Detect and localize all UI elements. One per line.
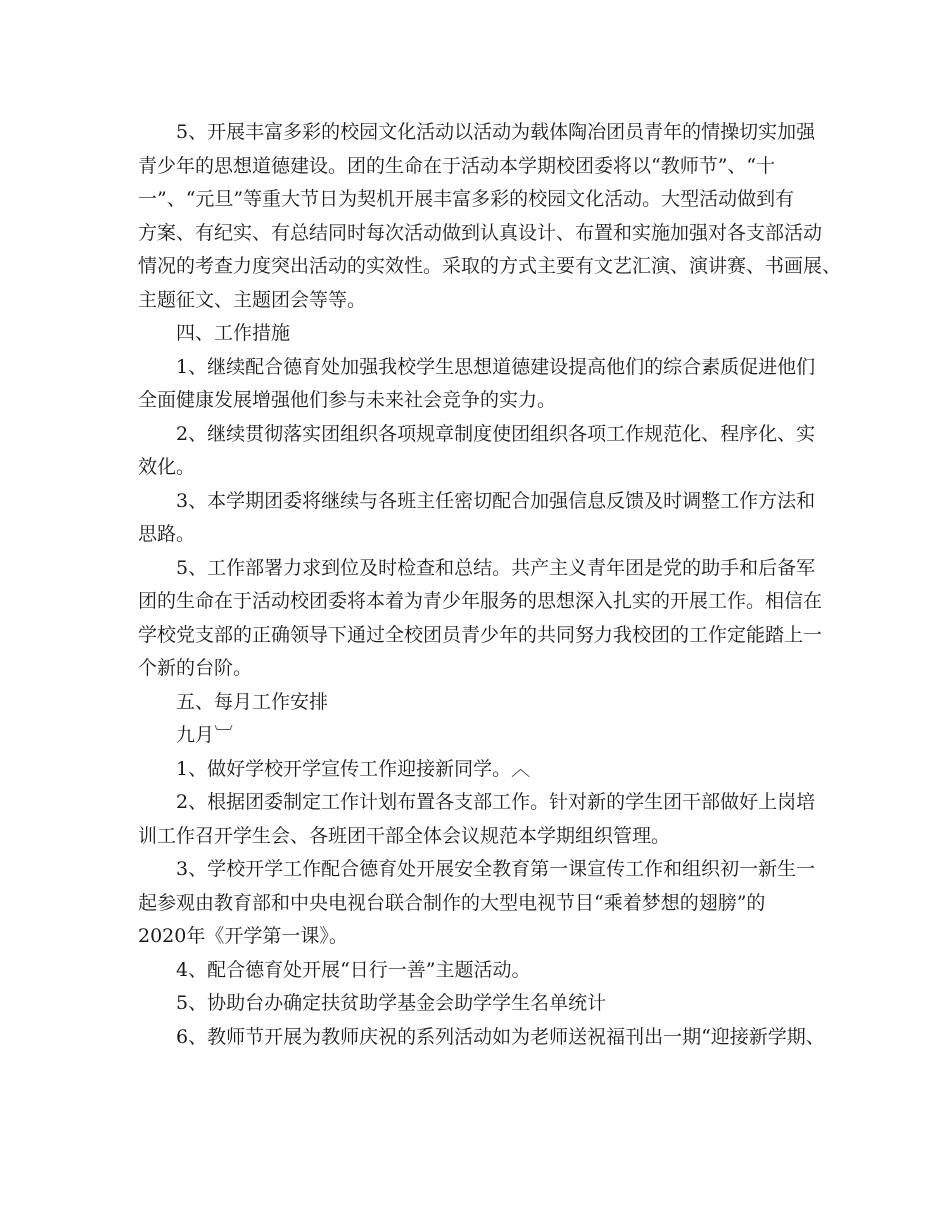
text-line: 个新的台阶。 bbox=[138, 657, 253, 679]
text-line: 2020年《开学第一课》。 bbox=[138, 925, 348, 947]
text-line: 九月︺ bbox=[176, 724, 234, 746]
text-line: 1、继续配合德育处加强我校学生思想道德建设提高他们的综合素质促进他们 bbox=[176, 355, 816, 378]
text-line: 5、协助台办确定扶贫助学基金会助学学生名单统计 bbox=[176, 992, 607, 1014]
text-line: 全面健康发展增强他们参与未来社会竞争的实力。 bbox=[138, 389, 557, 411]
text-line: 情况的考查力度突出活动的实效性。采取的方式主要有文艺汇演、演讲赛、书画展、 bbox=[138, 255, 842, 277]
text-line: 主题征文、主题团会等等。 bbox=[138, 288, 367, 311]
text-line: 2、继续贯彻落实团组织各项规章制度使团组织各项工作规范化、程序化、实 bbox=[176, 422, 816, 445]
text-line: 4、配合德育处开展“日行一善”主题活动。 bbox=[176, 958, 531, 981]
text-line: 四、工作措施 bbox=[176, 322, 291, 344]
text-line: 青少年的思想道德建设。团的生命在于活动本学期校团委将以“教师节”、“十 bbox=[138, 154, 776, 177]
text-line: 团的生命在于活动校团委将本着为青少年服务的思想深入扎实的开展工作。相信在 bbox=[138, 590, 823, 612]
text-line: 训工作召开学生会、各班团干部全体会议规范本学期组织管理。 bbox=[138, 824, 671, 847]
text-line: 方案、有纪实、有总结同时每次活动做到认真设计、布置和实施加强对各支部活动 bbox=[138, 221, 823, 244]
text-line: 思路。 bbox=[138, 523, 196, 545]
text-line: 起参观由教育部和中央电视台联合制作的大型电视节目“乘着梦想的翅膀”的 bbox=[138, 891, 766, 914]
text-line: 学校党支部的正确领导下通过全校团员青少年的共同努力我校团的工作定能踏上一 bbox=[138, 623, 823, 646]
text-line: 五、每月工作安排 bbox=[176, 690, 329, 713]
text-line: 2、根据团委制定工作计划布置各支部工作。针对新的学生团干部做好上岗培 bbox=[176, 791, 816, 813]
text-line: 5、工作部署力求到位及时检查和总结。共产主义青年团是党的助手和后备军 bbox=[176, 556, 816, 579]
text-line: 5、开展丰富多彩的校园文化活动以活动为载体陶冶团员青年的情操切实加强 bbox=[176, 121, 816, 143]
text-line: 3、学校开学工作配合德育处开展安全教育第一课宣传工作和组织初一新生一 bbox=[176, 858, 816, 880]
text-line: 效化。 bbox=[138, 456, 196, 478]
text-line: 一”、“元旦”等重大节日为契机开展丰富多彩的校园文化活动。大型活动做到有 bbox=[138, 188, 795, 210]
text-line: 3、本学期团委将继续与各班主任密切配合加强信息反馈及时调整工作方法和 bbox=[176, 489, 816, 512]
document-body bbox=[138, 116, 842, 1054]
text-line: 6、教师节开展为教师庆祝的系列活动如为老师送祝福刊出一期“迎接新学期、 bbox=[176, 1025, 825, 1048]
text-line: 1、做好学校开学宣传工作迎接新同学。︿ bbox=[176, 757, 531, 780]
